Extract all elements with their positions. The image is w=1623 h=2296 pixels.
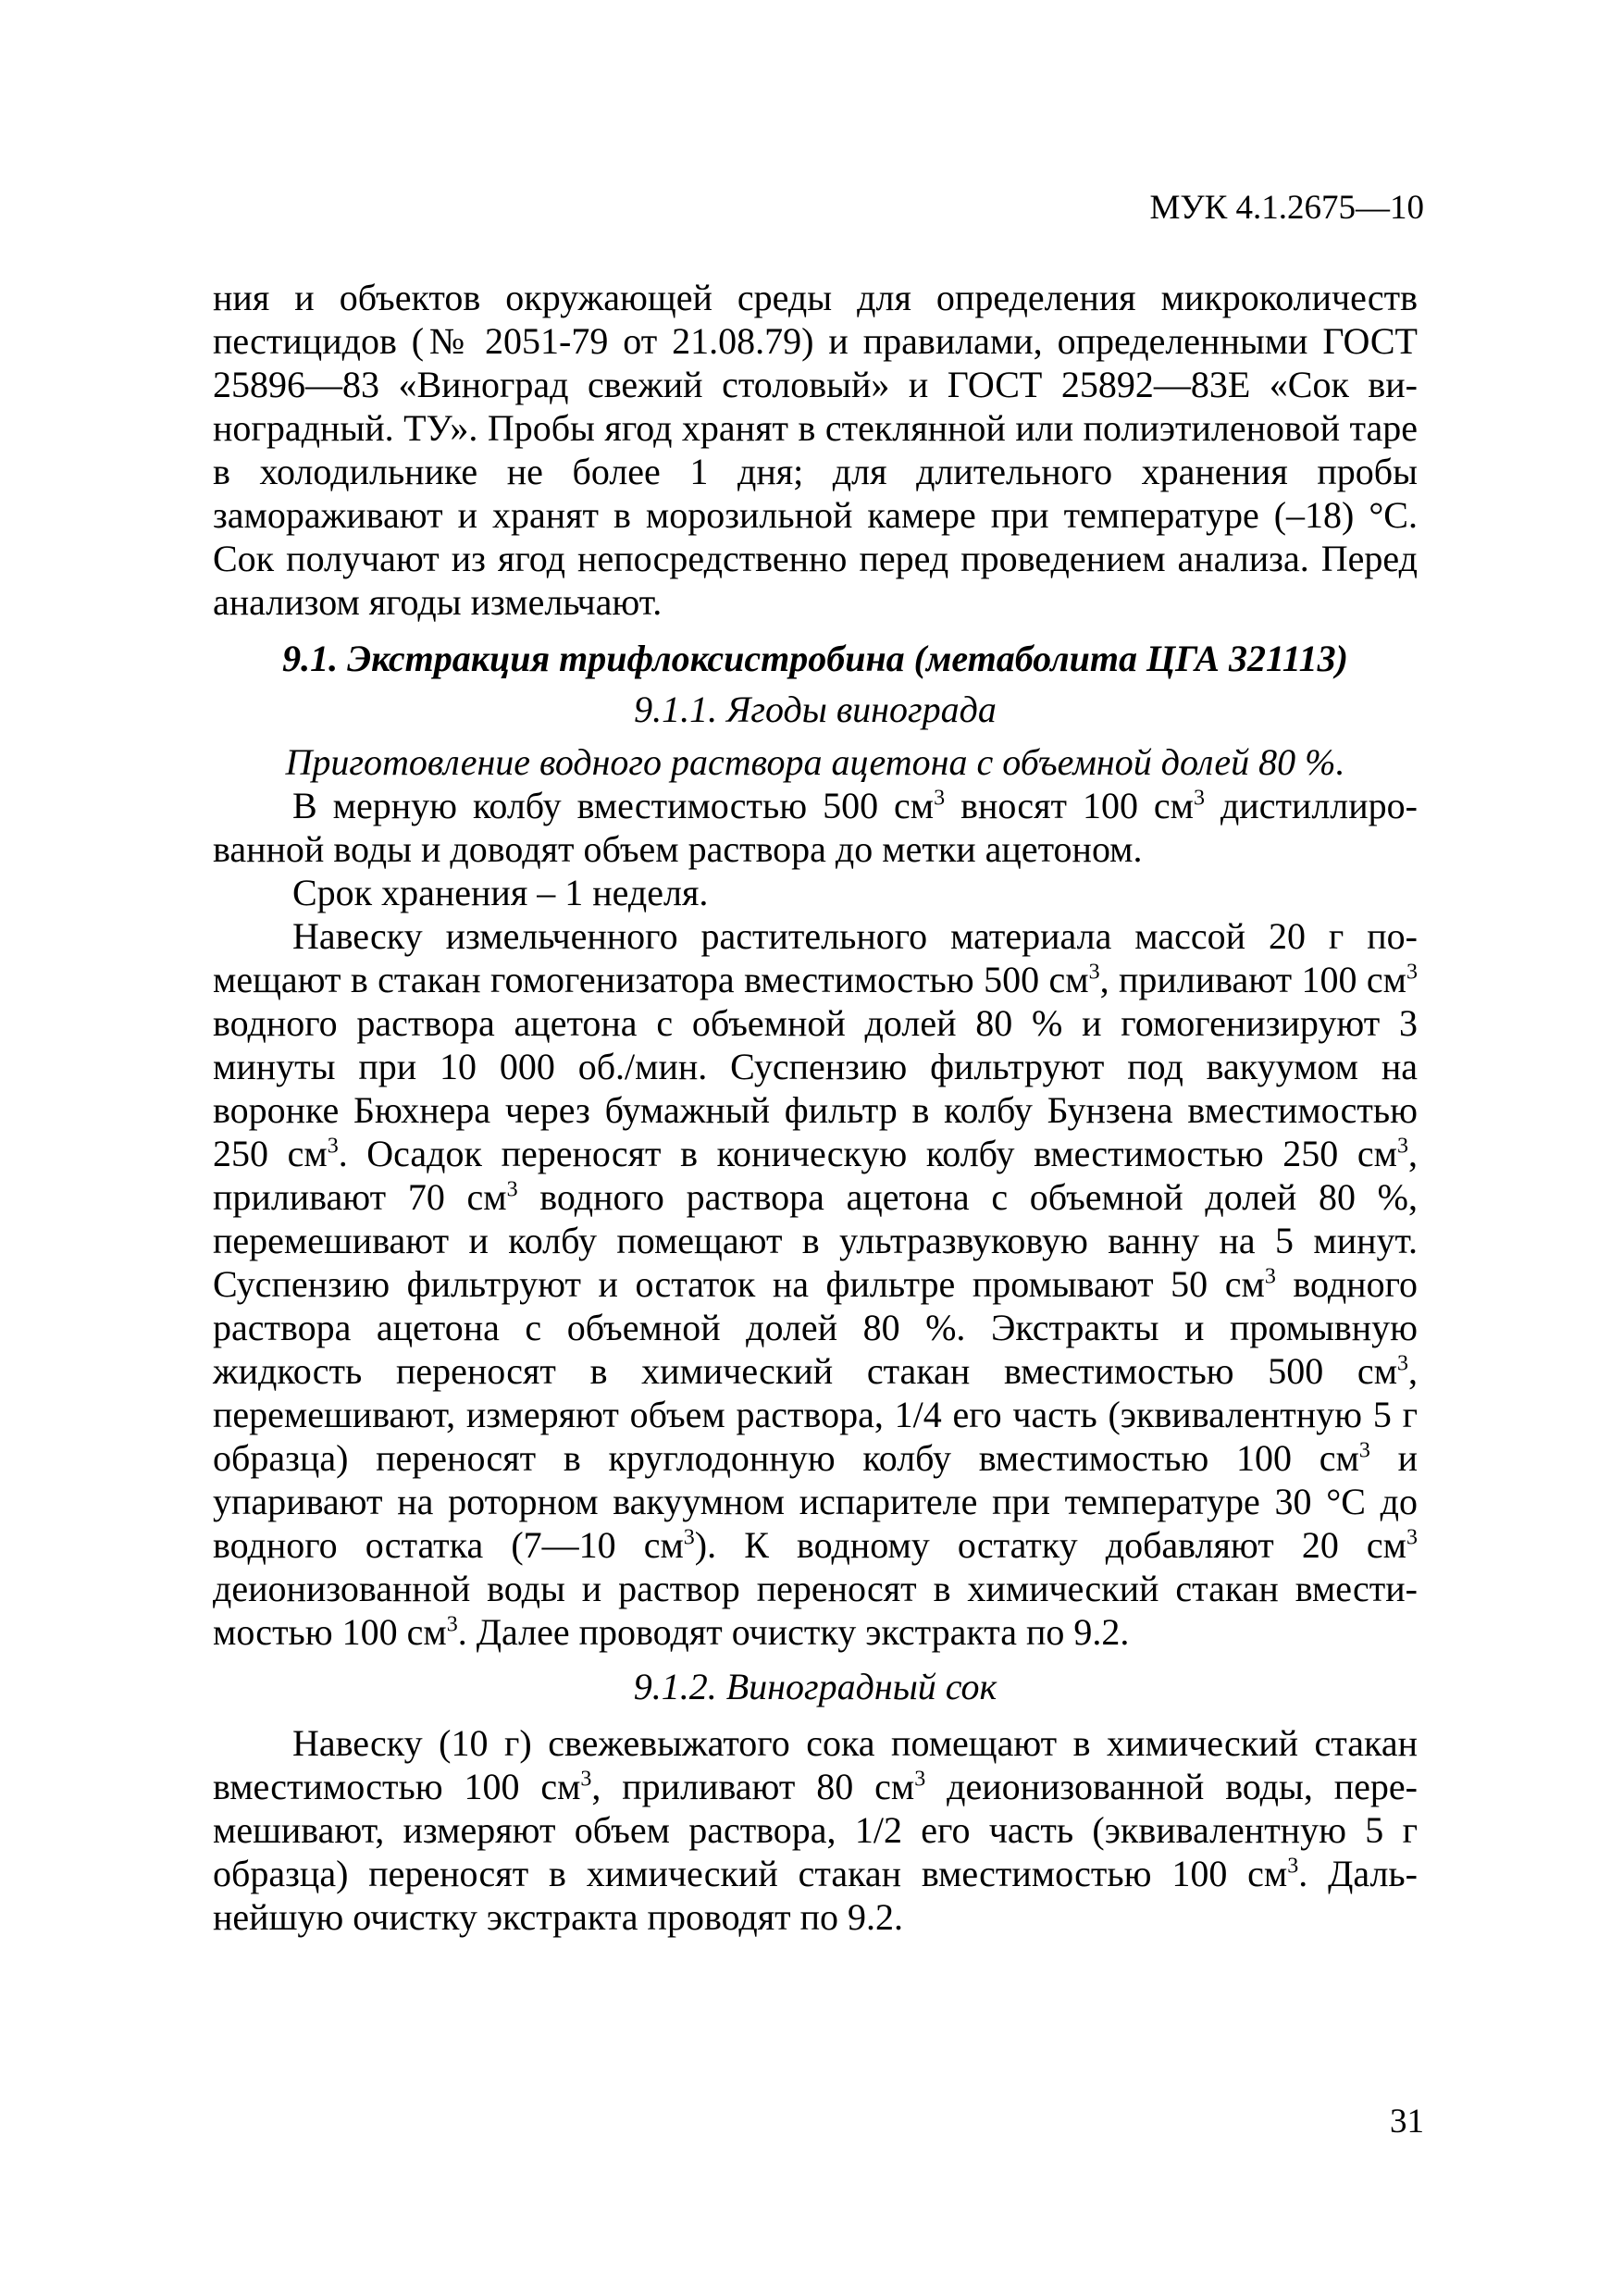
superscript: 3 [1406,1525,1418,1550]
text-run: ). К водному остатку добавляют 20 см [694,1524,1406,1566]
subsection-heading-9-1-1: 9.1.1. Ягоды винограда [634,689,997,730]
text-run: деионизованной воды и раствор переносят в химический стакан вместимостью 100 см [213,1568,1418,1653]
text-run: водного раствора ацетона с объемной долей 80 %, перемешивают и колбу помещают в ультразвуковую ванну на 5 минут. Суспензию фильтруют и остаток на фильтре промывают 50 см [213,1176,1419,1305]
paragraph-shelf-life: Срок хранения – 1 неделя. [292,872,709,913]
text-run: и упаривают на роторном вакуумном испарителе при температуре 30 °С до водного остатка (7—10 см [213,1437,1419,1566]
paragraph-preparation [213,784,1418,871]
superscript: 3 [1358,1438,1370,1463]
superscript: 3 [683,1525,695,1550]
document-body [213,276,1418,1939]
superscript: 3 [1397,1134,1408,1159]
superscript: 3 [1397,1351,1408,1376]
text-run: , приливают 70 см [213,1133,1418,1218]
superscript: 3 [1287,1854,1299,1879]
text-run: Навеску измельченного растительного материала массой 20 г помещают в стакан гомогенизатора вместимостью 500 см [213,915,1418,1000]
section-heading-9-1: 9.1. Экстракция трифлоксистробина (метаболита ЦГА 321113) [282,638,1348,679]
text-run: водного раствора ацетона с объемной долей 80 % и гомогенизируют 3 минуты при 10 000 об./мин. Суспензию фильтруют под вакуумом на воронке Бюхнера через бумажный фильтр в колбу Бунзена вместимостью 250 см [213,1002,1418,1174]
superscript: 3 [1264,1264,1276,1289]
page-number: 31 [1390,2103,1424,2141]
text-run: В мерную колбу вместимостью 500 см [292,785,935,826]
text-run: . Далее проводят очистку экстракта по 9.2. [457,1611,1130,1653]
preparation-title: Приготовление водного раствора ацетона с объемной долей 80 %. [285,741,1345,783]
text-run: . Дальнейшую очистку экстракта проводят по 9.2. [213,1853,1418,1938]
text-run: . Осадок переносят в коническую колбу вместимостью 250 см [338,1133,1397,1174]
paragraph-berries-procedure [213,914,1418,1654]
page-header: МУК 4.1.2675—10 [1149,189,1424,227]
text-run: Навеску (10 г) свежевыжатого сока помещают в химический стакан вместимостью 100 см [213,1722,1418,1807]
paragraph-intro-continuation: ния и объектов окружающей среды для определения микроколичеств пестицидов (№ 2051-79 от 21.08.79) и правилами, определенными ГОСТ 25896—83 «Виноград свежий столовый» и ГОСТ 25892—83Е «Сок виноградный. ТУ». Пробы ягод хранят в стеклянной или полиэтиленовой таре в холодильнике не более 1 дня; для длительного хранения пробы замораживают и хранят в морозильной камере при температуре (–18) °С. Сок получают из ягод непосредственно перед проведением анализа. Перед анализом ягоды измельчают. [213,277,1418,623]
superscript: 3 [1088,960,1100,985]
paragraph-juice-procedure [213,1721,1418,1939]
superscript: 3 [446,1612,458,1637]
superscript: 3 [1193,786,1205,811]
superscript: 3 [580,1767,592,1792]
subsection-heading-9-1-2: 9.1.2. Виноградный сок [633,1666,997,1707]
text-run: деионизованной воды, перемешивают, измеряют объем раствора, 1/2 его часть (эквивалентную 5 г образца) переносят в химический стакан вместимостью 100 см [213,1766,1418,1894]
superscript: 3 [914,1767,926,1792]
superscript: 3 [506,1177,518,1202]
text-run: , приливают 100 см [1099,959,1406,1000]
superscript: 3 [1406,960,1418,985]
text-run: , приливают 80 см [591,1766,915,1807]
text-run: , перемешивают, измеряют объем раствора, 1/4 его часть (эквивалентную 5 г образца) переносят в круглодонную колбу вместимостью 100 см [213,1350,1418,1479]
superscript: 3 [327,1134,339,1159]
text-run: вносят 100 см [945,785,1194,826]
superscript: 3 [934,786,946,811]
text-run: водного раствора ацетона с объемной долей 80 %. Экстракты и промывную жидкость переносят в химический стакан вместимостью 500 см [213,1263,1418,1392]
text-run: дистиллированной воды и доводят объем раствора до метки ацетоном. [213,785,1418,870]
